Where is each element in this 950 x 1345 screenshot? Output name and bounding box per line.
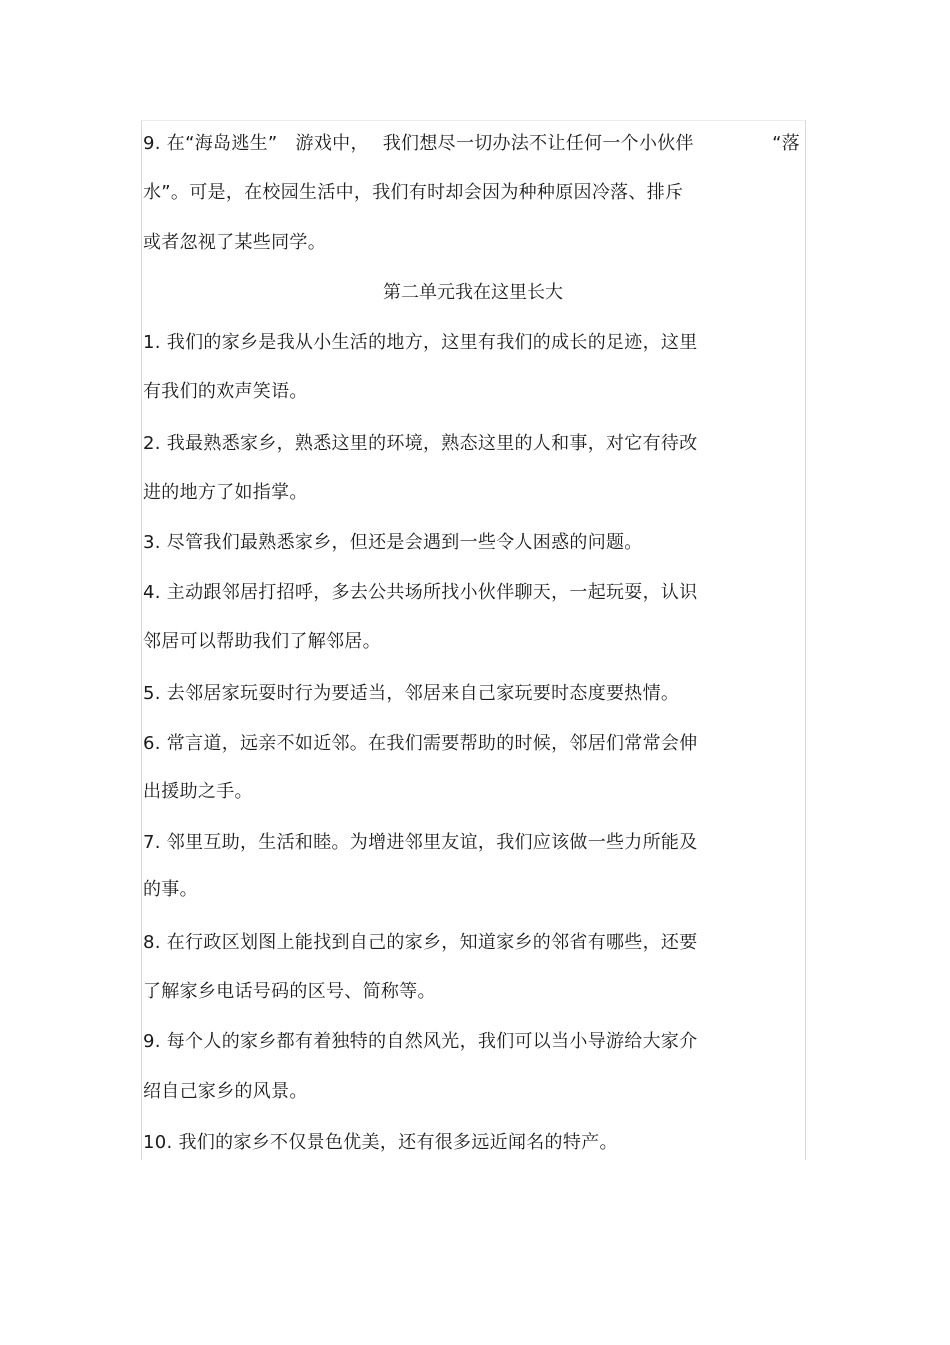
list-item-6-line-2: 出援助之手。 (143, 781, 253, 802)
prev-item-line-1-part-a: 9. 在“海岛逃生” (143, 133, 278, 154)
list-item-8-line-2: 了解家乡电话号码的区号、简称等。 (143, 981, 436, 1002)
list-item-2-line-2: 进的地方了如指掌。 (143, 482, 308, 503)
list-item-9-line-1: 9. 每个人的家乡都有着独特的自然风光，我们可以当小导游给大家介 (143, 1031, 698, 1052)
list-item-4-line-1: 4. 主动跟邻居打招呼，多去公共场所找小伙伴聊天，一起玩耍，认识 (143, 582, 698, 603)
prev-item-line-1-end: “落 (772, 133, 800, 154)
prev-item-line-2: 水”。可是，在校园生活中，我们有时却会因为种种原因冷落、排斥 (143, 182, 684, 203)
list-item-1-line-2: 有我们的欢声笑语。 (143, 381, 308, 402)
list-item-4-line-2: 邻居可以帮助我们了解邻居。 (143, 631, 381, 652)
prev-item-line-3: 或者忽视了某些同学。 (143, 232, 326, 253)
list-item-5-line-1: 5. 去邻居家玩耍时行为要适当，邻居来自己家玩要时态度要热情。 (143, 683, 680, 704)
list-item-7-line-1: 7. 邻里互助，生活和睦。为增进邻里友谊，我们应该做一些力所能及 (143, 832, 698, 853)
list-item-9-line-2: 绍自己家乡的风景。 (143, 1081, 308, 1102)
list-item-8-line-1: 8. 在行政区划图上能找到自己的家乡，知道家乡的邻省有哪些，还要 (143, 932, 698, 953)
list-item-10-line-1: 10. 我们的家乡不仅景色优美，还有很多远近闻名的特产。 (143, 1132, 618, 1153)
unit-heading: 第二单元我在这里长大 (383, 282, 563, 303)
list-item-7-line-2: 的事。 (143, 879, 198, 900)
prev-item-line-1 (143, 132, 694, 156)
list-item-1-line-1: 1. 我们的家乡是我从小生活的地方，这里有我们的成长的足迹，这里 (143, 332, 698, 353)
list-item-2-line-1: 2. 我最熟悉家乡，熟悉这里的环境，熟态这里的人和事，对它有待改 (143, 433, 698, 454)
list-item-6-line-1: 6. 常言道，远亲不如近邻。在我们需要帮助的时候，邻居们常常会伸 (143, 733, 698, 754)
list-item-3-line-1: 3. 尽管我们最熟悉家乡，但还是会遇到一些令人困惑的问题。 (143, 532, 643, 553)
prev-item-line-1-part-c: 我们想尽一切办法不让任何一个小伙伴 (382, 133, 694, 154)
prev-item-line-1-part-b: 游戏中， (295, 133, 369, 154)
